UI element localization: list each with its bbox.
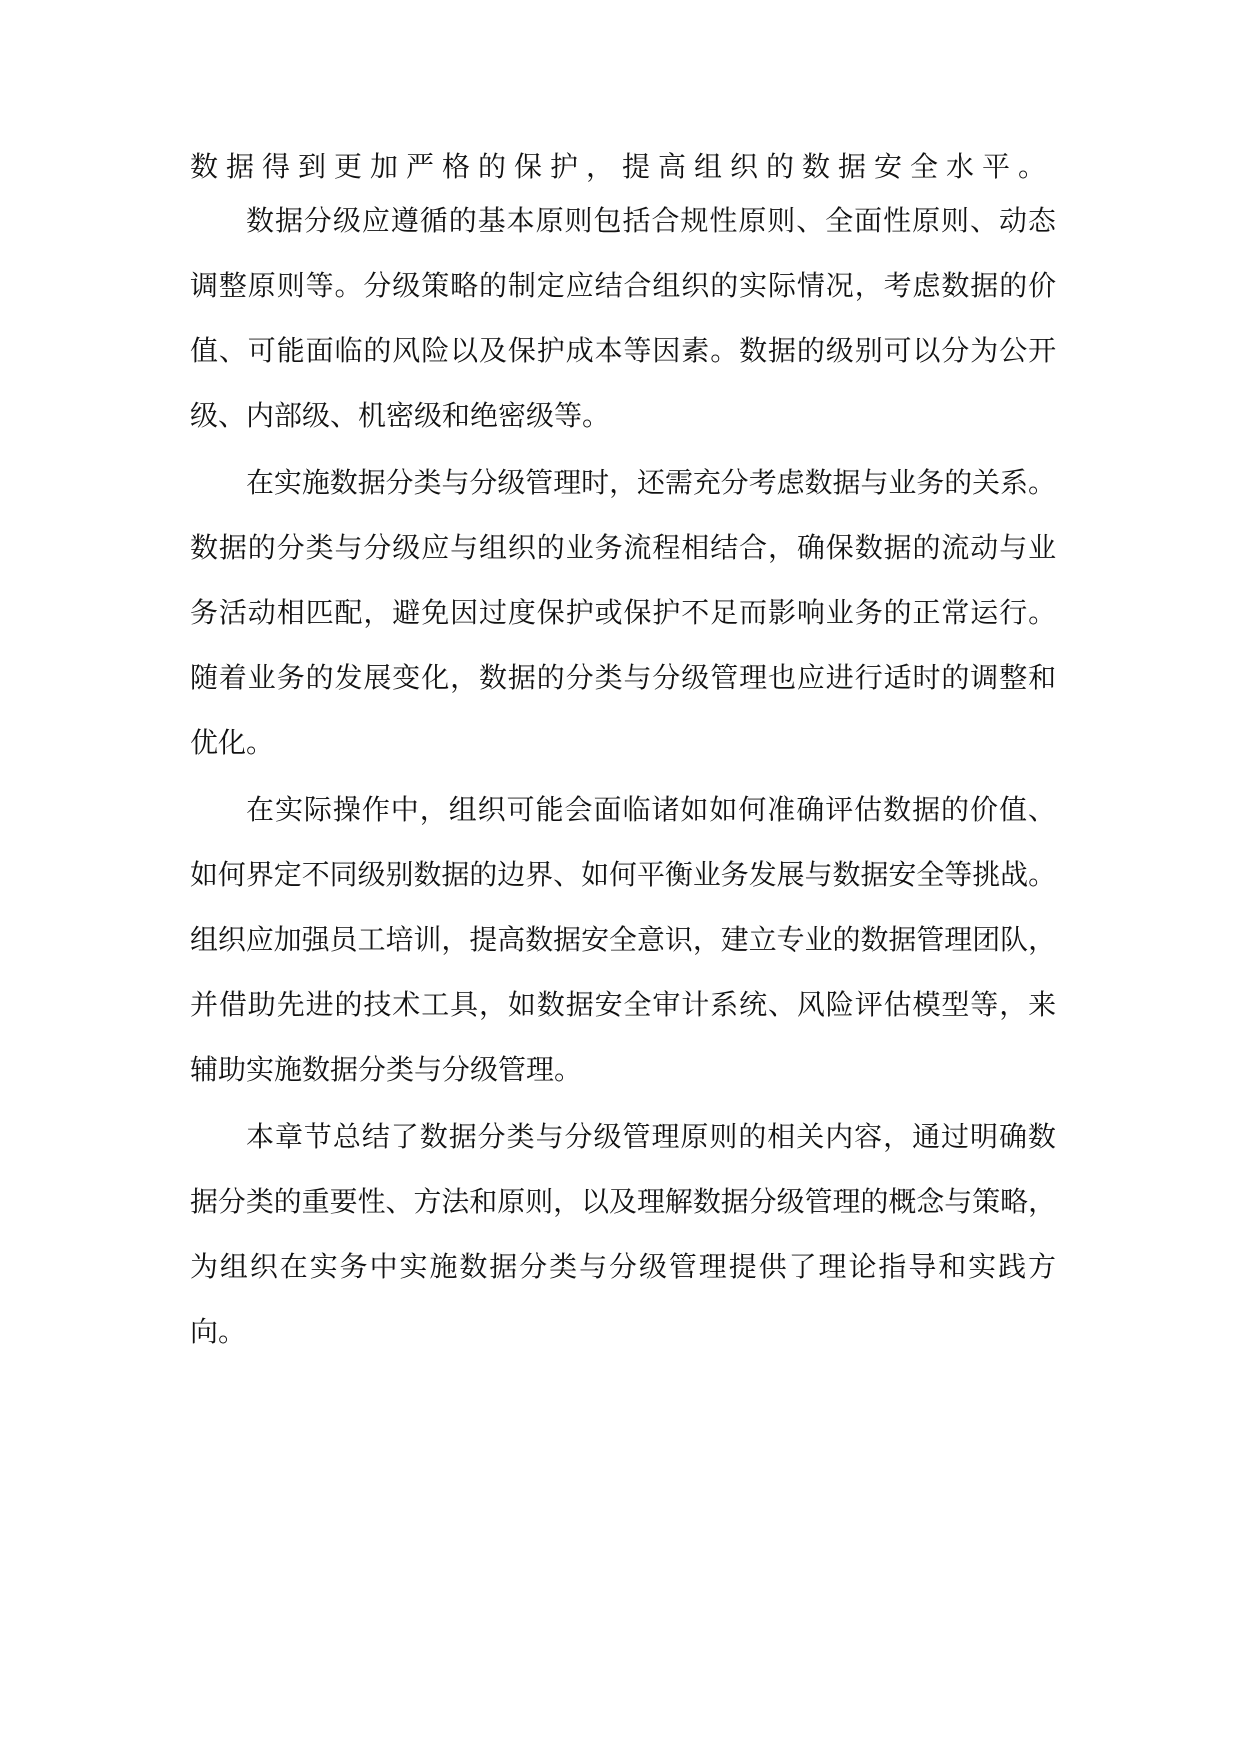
paragraph-3-line-3: 务活动相匹配，避免因过度保护或保护不足而影响业务的正常运行。: [190, 596, 1058, 629]
paragraph-4-line-4: 并借助先进的技术工具，如数据安全审计系统、风险评估模型等，来: [190, 988, 1058, 1021]
paragraph-2-line-1: 数据分级应遵循的基本原则包括合规性原则、全面性原则、动态: [246, 204, 1057, 237]
paragraph-2-line-3: 值、可能面临的风险以及保护成本等因素。数据的级别可以分为公开: [190, 334, 1058, 367]
paragraph-1-line-1: 数据得到更加严格的保护，提高组织的数据安全水平。: [190, 150, 1055, 183]
paragraph-5-line-1: 本章节总结了数据分类与分级管理原则的相关内容，通过明确数: [246, 1120, 1057, 1153]
paragraph-5-line-4: 向。: [190, 1315, 247, 1348]
paragraph-3-line-5: 优化。: [190, 726, 275, 759]
paragraph-4-line-5: 辅助实施数据分类与分级管理。: [190, 1053, 583, 1086]
paragraph-5-line-2: 据分类的重要性、方法和原则，以及理解数据分级管理的概念与策略，: [190, 1185, 1057, 1218]
paragraph-5-line-3: 为组织在实务中实施数据分类与分级管理提供了理论指导和实践方: [190, 1250, 1058, 1283]
paragraph-3-line-2: 数据的分类与分级应与组织的业务流程相结合，确保数据的流动与业: [190, 531, 1058, 564]
paragraph-4-line-3: 组织应加强员工培训，提高数据安全意识，建立专业的数据管理团队，: [190, 923, 1057, 956]
paragraph-3-line-4: 随着业务的发展变化，数据的分类与分级管理也应进行适时的调整和: [190, 661, 1058, 694]
paragraph-3-line-1: 在实施数据分类与分级管理时，还需充分考虑数据与业务的关系。: [246, 466, 1056, 499]
paragraph-2-line-2: 调整原则等。分级策略的制定应结合组织的实际情况，考虑数据的价: [190, 269, 1058, 302]
paragraph-2-line-4: 级、内部级、机密级和绝密级等。: [190, 399, 611, 432]
paragraph-4-line-1: 在实际操作中，组织可能会面临诸如如何准确评估数据的价值、: [246, 793, 1057, 826]
paragraph-4-line-2: 如何界定不同级别数据的边界、如何平衡业务发展与数据安全等挑战。: [190, 858, 1057, 891]
